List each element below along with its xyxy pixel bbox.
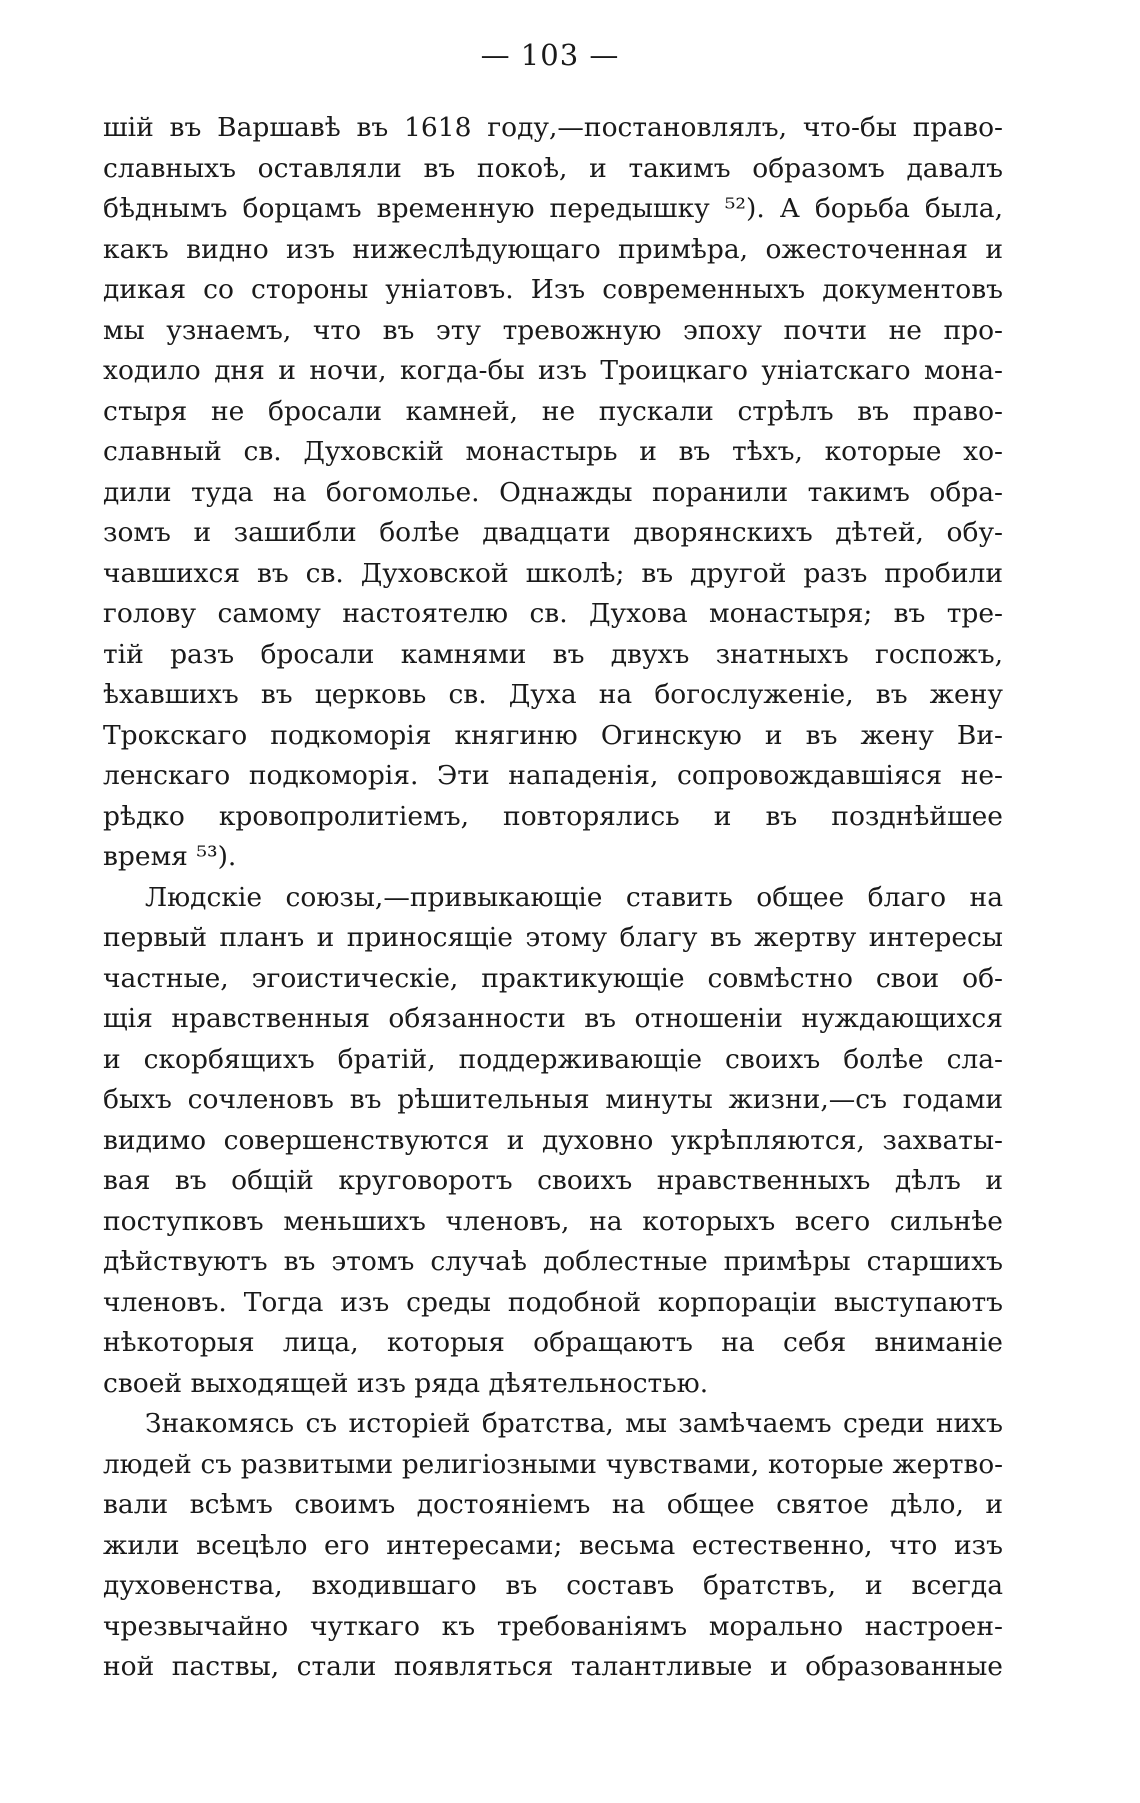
paragraph-1 — [103, 108, 1003, 878]
text-line: дили туда на богомолье. Однажды поранили такимъ обра- — [103, 476, 1003, 508]
text-line: ѣхавшихъ въ церковь св. Духа на богослуженіе, въ жену — [103, 679, 1003, 710]
text-line: нѣкоторыя лица, которыя обращаютъ на себя вниманіе — [103, 1327, 1003, 1358]
text-line: дѣйствуютъ въ этомъ случаѣ доблестные примѣры старшихъ — [103, 1246, 1003, 1277]
text-line: духовенства, входившаго въ составъ братствъ, и всегда — [103, 1570, 1003, 1601]
text-line: чрезвычайно чуткаго къ требованіямъ морально настроен- — [103, 1610, 1003, 1642]
text-line: дикая со стороны уніатовъ. Изъ современныхъ документовъ — [103, 274, 1003, 305]
text-line: чавшихся въ св. Духовской школѣ; въ другой разъ пробили — [103, 557, 1003, 589]
text-line: быхъ сочленовъ въ рѣшительныя минуты жизни,—съ годами — [103, 1084, 1003, 1115]
text-line: ной паствы, стали появляться талантливые и образованные — [103, 1651, 1003, 1682]
text-line: зомъ и зашибли болѣе двадцати дворянскихъ дѣтей, обу- — [103, 517, 1003, 548]
page-number: — 103 — — [480, 38, 620, 72]
text-line: бѣднымъ борцамъ временную передышку ⁵²). А борьба была, — [103, 193, 1003, 224]
text-line: какъ видно изъ нижеслѣдующаго примѣра, ожесточенная и — [103, 233, 1003, 265]
text-line: Знакомясь съ исторіей братства, мы замѣчаемъ среди нихъ — [145, 1408, 1003, 1439]
text-line: время ⁵³). — [103, 841, 237, 872]
text-line: жили всецѣло его интересами; весьма естественно, что изъ — [103, 1529, 1003, 1561]
text-line: шій въ Варшавѣ въ 1618 году,—постановлялъ, что-бы право- — [103, 112, 1003, 143]
text-line: первый планъ и приносящіе этому благу въ жертву интересы — [103, 922, 1003, 953]
text-line: Людскіе союзы,—привыкающіе ставить общее благо на — [145, 881, 1003, 913]
text-line: своей выходящей изъ ряда дѣятельностью. — [103, 1367, 709, 1399]
text-line: людей съ развитыми религіозными чувствами, которые жертво- — [103, 1449, 1003, 1480]
text-line: вая въ общій круговоротъ своихъ нравственныхъ дѣлъ и — [103, 1165, 1003, 1196]
text-line: видимо совершенствуются и духовно укрѣпляются, захваты- — [103, 1124, 1003, 1156]
text-line: ходило дня и ночи, когда-бы изъ Троицкаго уніатскаго мона- — [103, 355, 1003, 386]
paragraph-2 — [103, 878, 1003, 1405]
text-line: тій разъ бросали камнями въ двухъ знатныхъ госпожъ, — [103, 638, 1003, 670]
text-line: щія нравственныя обязанности въ отношеніи нуждающихся — [103, 1003, 1003, 1034]
text-line: частные, эгоистическіе, практикующіе совмѣстно свои об- — [103, 962, 1003, 994]
text-line: и скорбящихъ братій, поддерживающіе своихъ болѣе сла- — [103, 1043, 1003, 1075]
text-line: стыря не бросали камней, не пускали стрѣлъ въ право- — [103, 395, 1003, 427]
body-text — [103, 108, 1003, 1688]
text-line: поступковъ меньшихъ членовъ, на которыхъ всего сильнѣе — [103, 1205, 1003, 1237]
text-line: членовъ. Тогда изъ среды подобной корпораціи выступаютъ — [103, 1286, 1003, 1318]
text-line: Трокскаго подкоморія княгиню Огинскую и въ жену Ви- — [103, 719, 1003, 751]
text-line: голову самому настоятелю св. Духова монастыря; въ тре- — [103, 598, 1003, 629]
text-line: ленскаго подкоморія. Эти нападенія, сопровождавшіяся не- — [103, 760, 1003, 791]
text-line: вали всѣмъ своимъ достояніемъ на общее святое дѣло, и — [103, 1489, 1003, 1520]
text-line: рѣдко кровопролитіемъ, повторялись и въ позднѣйшее — [103, 800, 1003, 832]
text-line: славный св. Духовскій монастырь и въ тѣхъ, которые хо- — [103, 436, 1003, 467]
text-line: мы узнаемъ, что въ эту тревожную эпоху почти не про- — [103, 314, 1003, 346]
paragraph-3 — [103, 1404, 1003, 1688]
text-line: славныхъ оставляли въ покоѣ, и такимъ образомъ давалъ — [103, 152, 1003, 184]
